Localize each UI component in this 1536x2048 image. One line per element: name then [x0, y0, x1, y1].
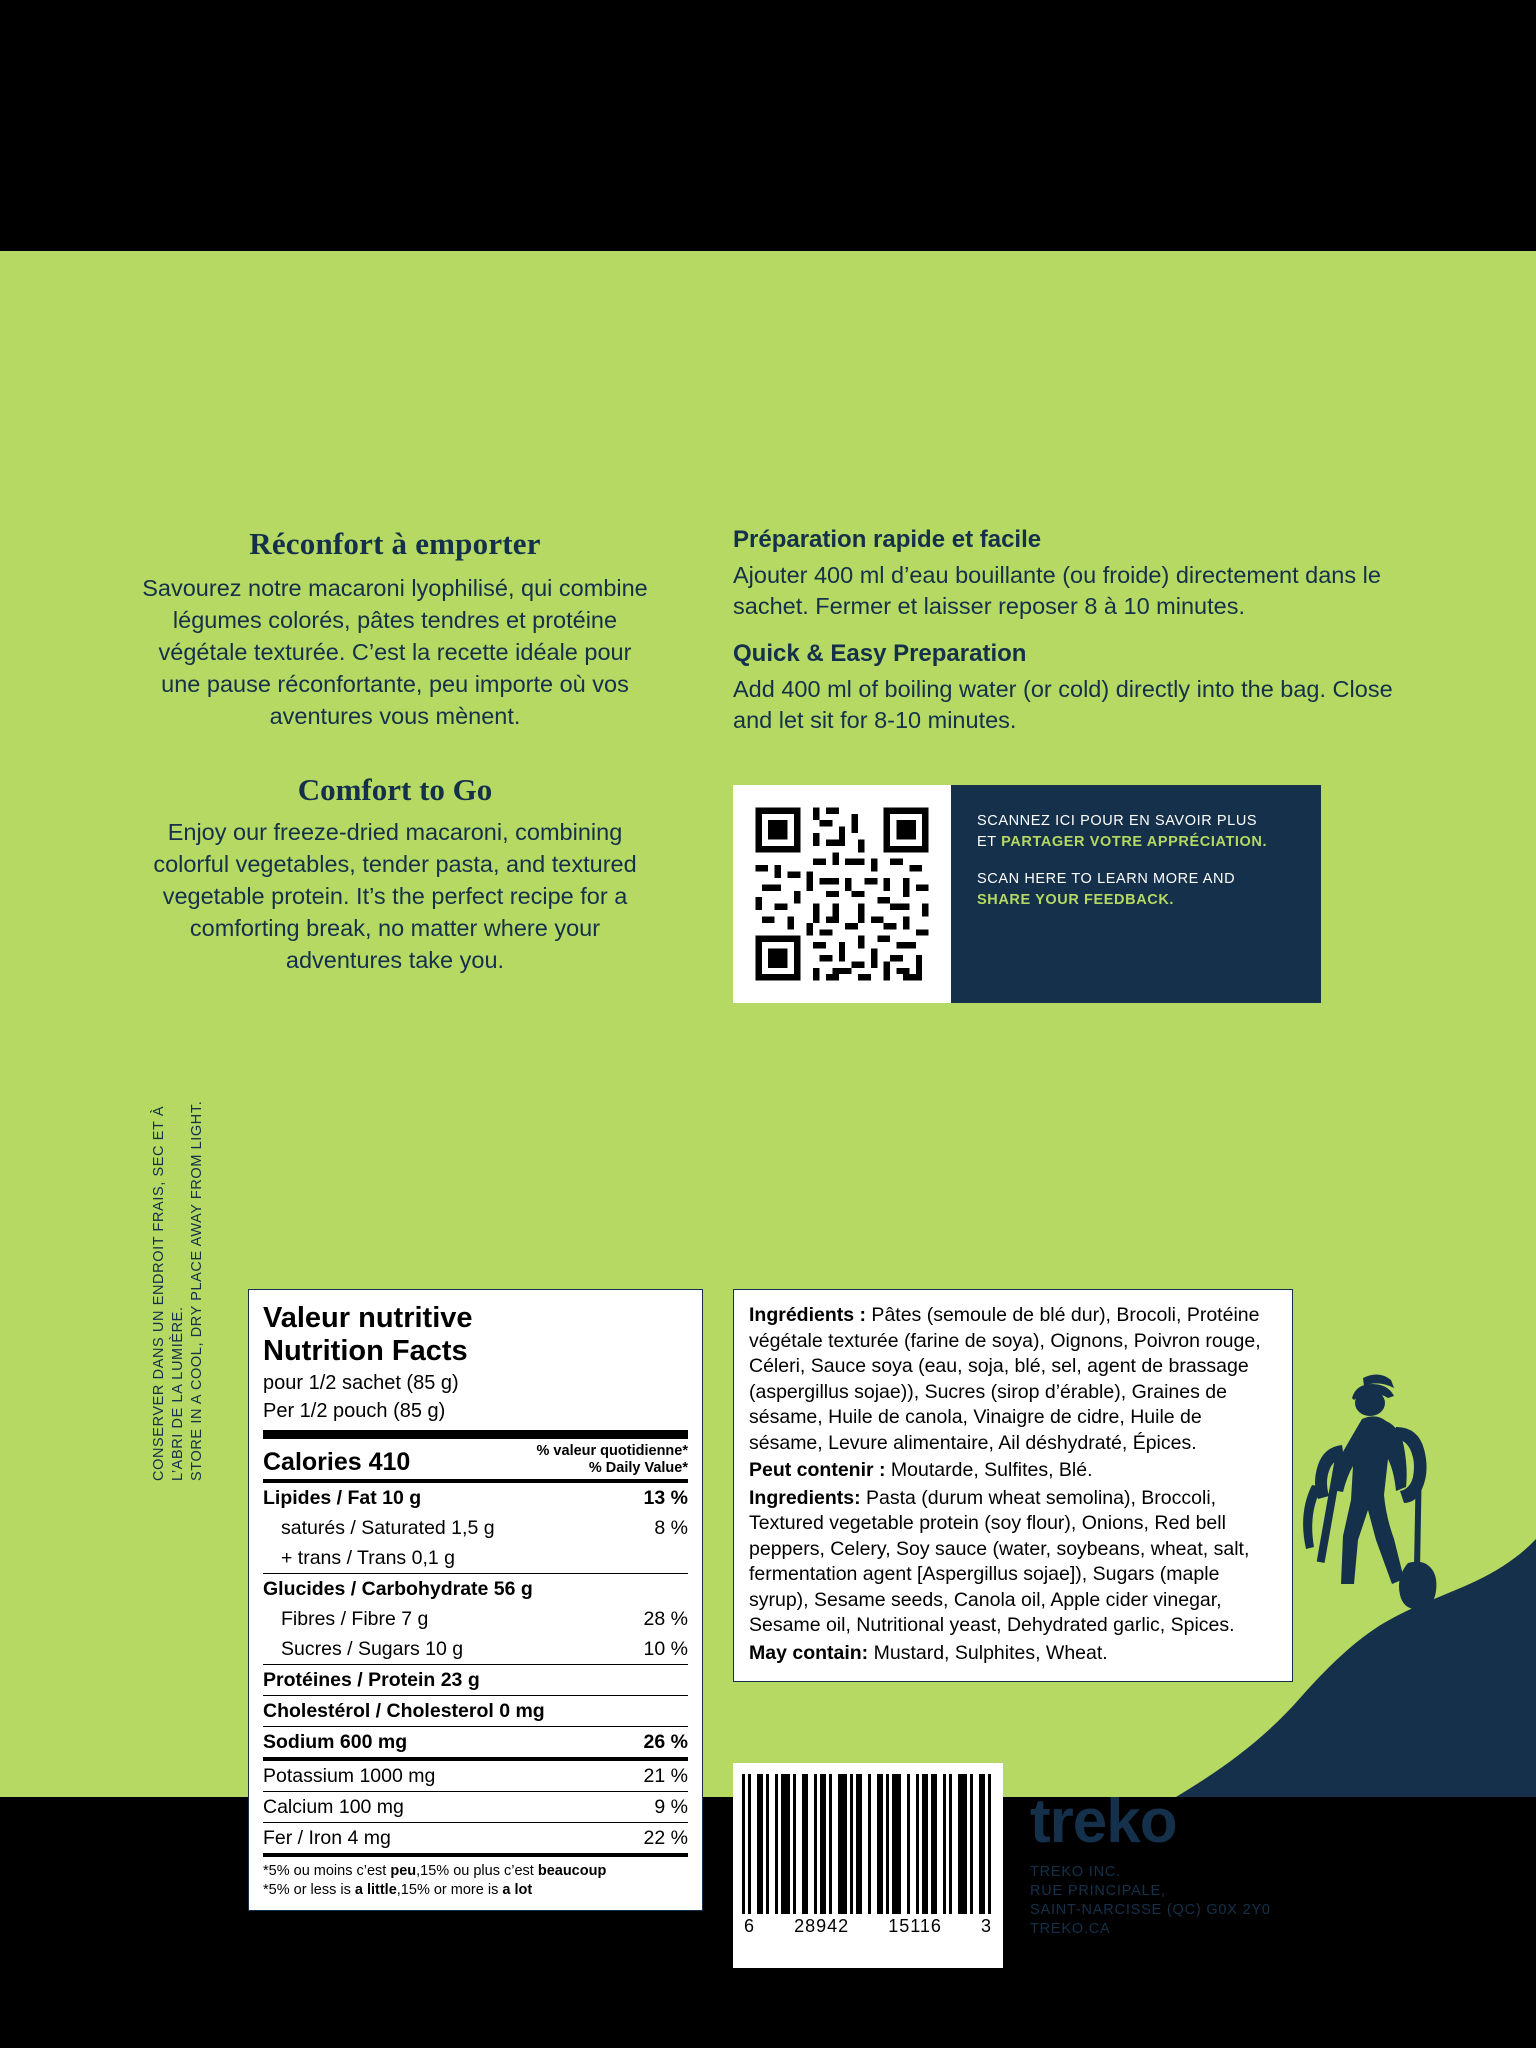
table-row: [263, 1513, 688, 1543]
nutrition-facts-panel: [248, 1289, 703, 1911]
preparation-block: [733, 526, 1393, 754]
qr-text-en-line2: SHARE YOUR FEEDBACK.: [977, 892, 1175, 908]
ingredients-label-fr: Ingrédients :: [749, 1304, 867, 1326]
calories-label: Calories 410: [263, 1448, 411, 1476]
storage-text-fr: CONSERVER DANS UN ENDROIT FRAIS, SEC ET À L’ABRI DE LA LUMIÈRE.: [151, 1105, 186, 1481]
company-name: TREKO INC.: [1030, 1864, 1121, 1880]
qr-text-fr-line2-accent: PARTAGER VOTRE APPRÉCIATION.: [1001, 834, 1268, 850]
table-row: [263, 1696, 688, 1726]
preparation-heading-fr: Préparation rapide et facile: [733, 526, 1042, 553]
row-value: 26 %: [643, 1731, 688, 1753]
description-heading-fr: Réconfort à emporter: [249, 526, 541, 561]
serving-size-fr: pour 1/2 sachet (85 g): [263, 1372, 459, 1394]
description-heading-en: Comfort to Go: [297, 772, 493, 807]
row-value: 21 %: [643, 1765, 688, 1787]
storage-text-en: STORE IN A COOL, DRY PLACE AWAY FROM LIGHT.: [189, 1100, 205, 1481]
barcode-group-2: 15116: [888, 1916, 942, 1936]
description-column: [140, 526, 650, 976]
row-label: Glucides / Carbohydrate 56 g: [263, 1578, 533, 1600]
footnote-fr: *5% ou moins c’est peu,15% ou plus c’est beaucoup: [263, 1863, 607, 1879]
row-label: Sodium 600 mg: [263, 1731, 408, 1753]
row-label: saturés / Saturated 1,5 g: [281, 1517, 495, 1539]
row-value: 8 %: [654, 1517, 688, 1539]
may-contain-label-fr: Peut contenir :: [749, 1459, 886, 1481]
may-contain-text-en: Mustard, Sulphites, Wheat.: [868, 1641, 1108, 1664]
calories-row: [263, 1439, 688, 1479]
table-row: [263, 1634, 688, 1664]
qr-banner-text: [951, 785, 1321, 1003]
table-row: [263, 1823, 688, 1853]
company-address: [1030, 1863, 1271, 1939]
qr-text-fr-line2-plain: ET: [977, 834, 1002, 850]
divider-thick: [263, 1430, 688, 1439]
ingredients-text-en: Pasta (durum wheat semolina), Broccoli, Textured vegetable protein (soy flour), Onions, Red bell peppers, Celery, Soy sauce (water, soybeans, wheat, salt, fermentation agent [Aspergillus sojae]), Sugars (maple syrup), Sesame seeds, Canola oil, Apple cider vinegar, Sesame oil, Nutritional yeast, Dehydrated garlic, Spices.: [749, 1486, 1250, 1636]
dv-header-fr: % valeur quotidienne*: [536, 1443, 688, 1459]
row-value: 28 %: [643, 1608, 688, 1630]
company-street: RUE PRINCIPALE,: [1030, 1883, 1166, 1899]
footnote-en: *5% or less is a little,15% or more is a lot: [263, 1882, 533, 1898]
barcode-digit-right: 3: [980, 1916, 992, 1936]
table-row: [263, 1483, 688, 1513]
preparation-body-en: Add 400 ml of boiling water (or cold) directly into the bag. Close and let sit for 8-10 minutes.: [733, 676, 1393, 733]
row-value: 22 %: [643, 1827, 688, 1849]
dv-header-en: % Daily Value*: [588, 1460, 688, 1476]
row-label: Fibres / Fibre 7 g: [281, 1608, 429, 1630]
barcode: [733, 1763, 1003, 1968]
row-label: Fer / Iron 4 mg: [263, 1827, 391, 1849]
may-contain-text-fr: Moutarde, Sulfites, Blé.: [885, 1459, 1093, 1481]
barcode-digit-left: 6: [744, 1916, 756, 1936]
row-value: 10 %: [643, 1638, 688, 1660]
hiker-silhouette-icon: [1116, 1367, 1536, 1797]
preparation-body-fr: Ajouter 400 ml d’eau bouillante (ou froide) directement dans le sachet. Fermer et laisser reposer 8 à 10 minutes.: [733, 562, 1381, 619]
nutrition-title-fr: Valeur nutritive: [263, 1302, 473, 1334]
row-label: Cholestérol / Cholesterol 0 mg: [263, 1700, 545, 1722]
qr-text-fr-line2: [977, 832, 1303, 853]
table-row: [263, 1604, 688, 1634]
nutrition-title-en: Nutrition Facts: [263, 1335, 468, 1367]
row-label: Lipides / Fat 10 g: [263, 1487, 422, 1509]
package-back-panel: [0, 251, 1536, 1937]
preparation-heading-en: Quick & Easy Preparation: [733, 640, 1027, 667]
table-row: [263, 1792, 688, 1822]
row-label: Sucres / Sugars 10 g: [281, 1638, 464, 1660]
row-label: + trans / Trans 0,1 g: [281, 1547, 455, 1569]
barcode-group-1: 28942: [794, 1916, 850, 1936]
description-body-en: Enjoy our freeze-dried macaroni, combining colorful vegetables, tender pasta, and textured vegetable protein. It’s the perfect recipe for a comforting break, no matter where your adventures take you.: [153, 819, 637, 973]
table-row: [263, 1727, 688, 1757]
company-website: TREKO.CA: [1030, 1921, 1111, 1937]
table-row: [263, 1543, 688, 1573]
brand-block: [1030, 1787, 1271, 1939]
brand-logo: treko: [1030, 1787, 1177, 1856]
row-value: 13 %: [643, 1487, 688, 1509]
serving-size-en: Per 1/2 pouch (85 g): [263, 1400, 446, 1422]
barcode-digits: [742, 1914, 994, 1937]
table-row: [263, 1761, 688, 1791]
barcode-bars-icon: [742, 1774, 994, 1914]
description-body-fr: Savourez notre macaroni lyophilisé, qui combine légumes colorés, pâtes tendres et protéine végétale texturée. C’est la recette idéale pour une pause réconfortante, peu importe où vos aventures vous mènent.: [142, 575, 648, 729]
table-row: [263, 1574, 688, 1604]
qr-text-fr-line1: SCANNEZ ICI POUR EN SAVOIR PLUS: [977, 813, 1258, 829]
storage-instructions: [150, 1061, 207, 1481]
qr-code-icon: [749, 801, 935, 987]
may-contain-label-en: May contain:: [749, 1641, 869, 1664]
ingredients-label-en: Ingredients:: [749, 1486, 861, 1509]
row-label: Calcium 100 mg: [263, 1796, 404, 1818]
table-row: [263, 1665, 688, 1695]
row-value: 9 %: [654, 1796, 688, 1818]
qr-code[interactable]: [733, 785, 951, 1003]
qr-text-en-line1: SCAN HERE TO LEARN MORE AND: [977, 871, 1236, 887]
daily-value-header: [537, 1443, 688, 1477]
row-label: Protéines / Protein 23 g: [263, 1669, 480, 1691]
row-label: Potassium 1000 mg: [263, 1765, 436, 1787]
qr-banner[interactable]: [733, 785, 1321, 1003]
ingredients-text-fr: Pâtes (semoule de blé dur), Brocoli, Protéine végétale texturée (farine de soya), Oignons, Poivron rouge, Céleri, Sauce soya (eau, soja, blé, sel, agent de brassage (aspergillus sojae)), Sucres (sirop d’érable), Graines de sésame, Huile de canola, Vinaigre de cidre, Huile de sésame, Levure alimentaire, Ail déshydraté, Épices.: [749, 1304, 1261, 1454]
company-city: SAINT-NARCISSE (QC) G0X 2Y0: [1030, 1902, 1271, 1918]
